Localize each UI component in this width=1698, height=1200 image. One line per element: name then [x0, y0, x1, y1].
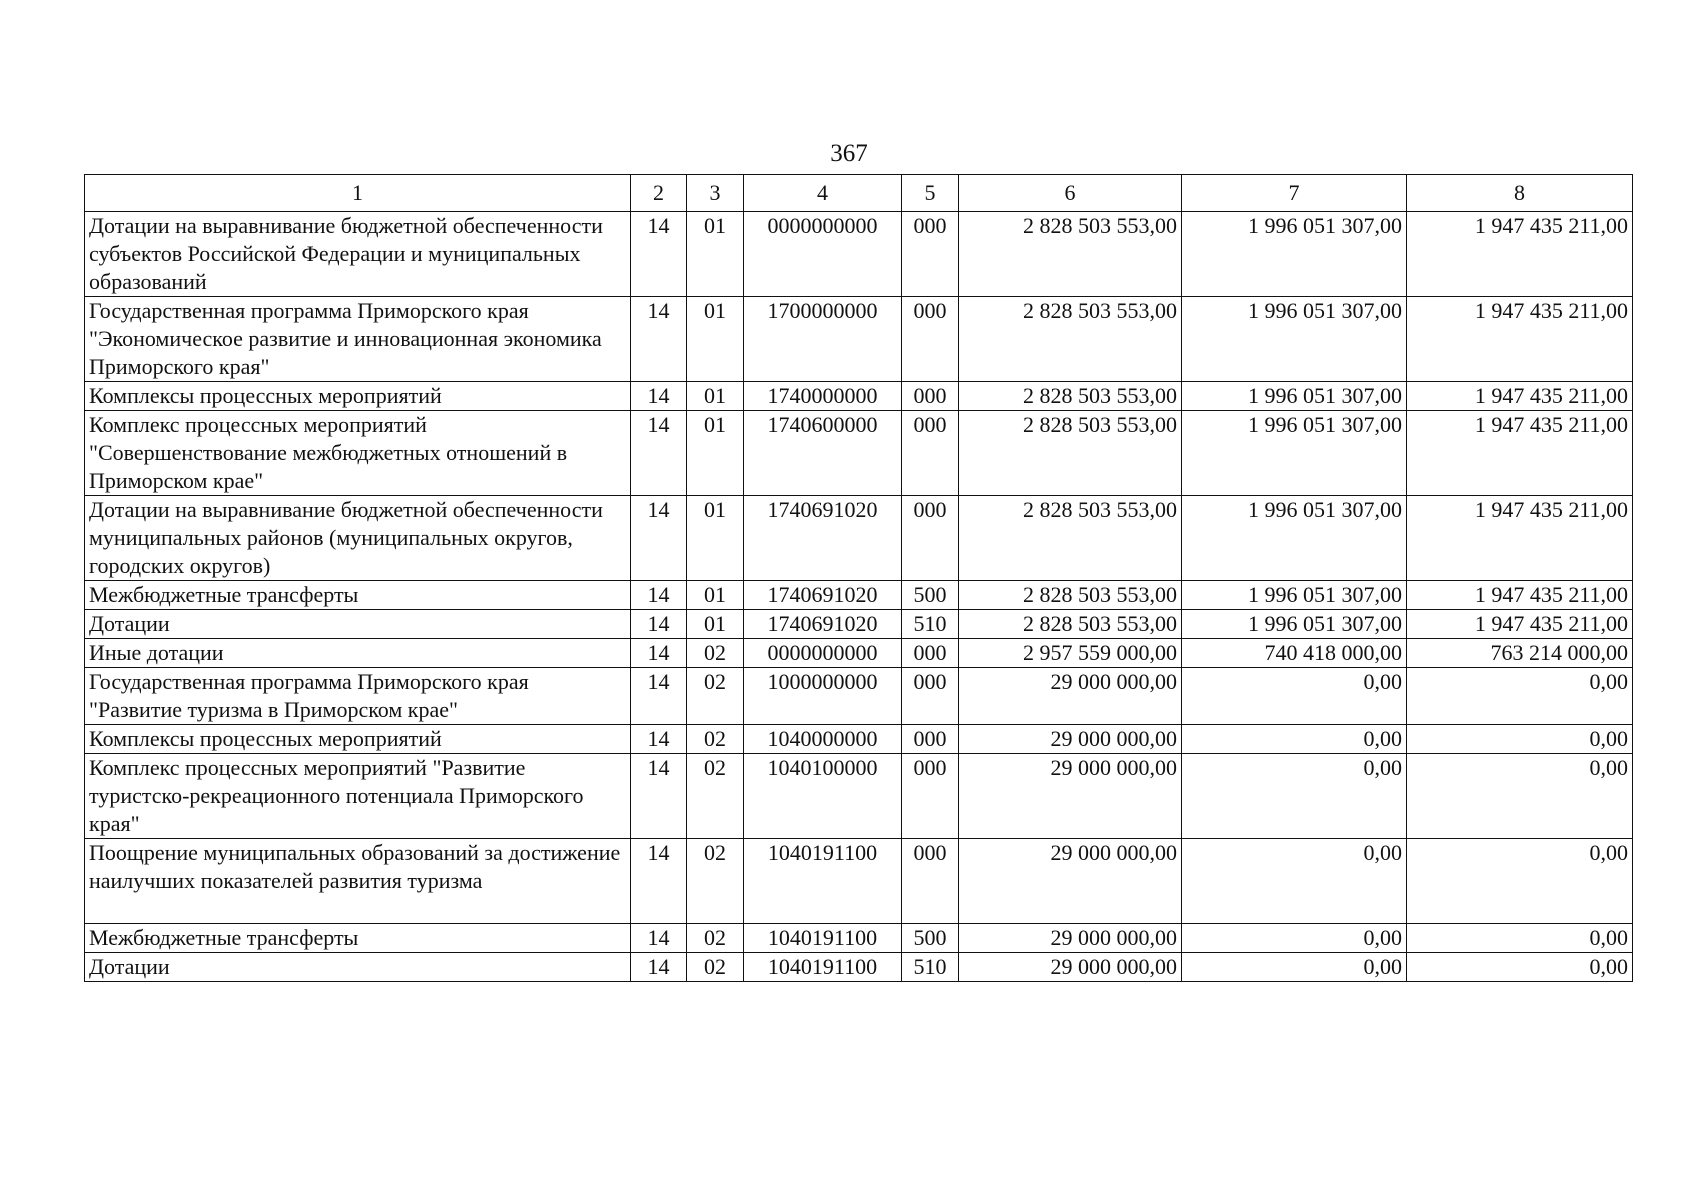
row-name: Межбюджетные трансферты [85, 581, 631, 610]
expense-type-code: 000 [902, 411, 959, 496]
section-code: 14 [631, 382, 687, 411]
table-row [85, 953, 1633, 982]
table-row [85, 754, 1633, 839]
amount-col-7: 1 996 051 307,00 [1182, 610, 1407, 639]
amount-col-8: 0,00 [1407, 953, 1633, 982]
amount-col-8: 1 947 435 211,00 [1407, 297, 1633, 382]
row-name: Дотации на выравнивание бюджетной обеспеченности муниципальных районов (муниципальных округов, городских округов) [85, 496, 631, 581]
subsection-code: 02 [687, 924, 744, 953]
amount-col-8: 0,00 [1407, 839, 1633, 924]
table-row [85, 924, 1633, 953]
amount-col-6: 29 000 000,00 [959, 754, 1182, 839]
amount-col-7: 1 996 051 307,00 [1182, 496, 1407, 581]
column-header: 3 [687, 175, 744, 212]
section-code: 14 [631, 581, 687, 610]
amount-col-7: 0,00 [1182, 924, 1407, 953]
row-name: Комплекс процессных мероприятий "Совершенствование межбюджетных отношений в Приморском крае" [85, 411, 631, 496]
target-article-code: 1040191100 [744, 953, 902, 982]
column-header: 6 [959, 175, 1182, 212]
row-name: Иные дотации [85, 639, 631, 668]
expense-type-code: 000 [902, 639, 959, 668]
amount-col-6: 29 000 000,00 [959, 668, 1182, 725]
expense-type-code: 000 [902, 754, 959, 839]
subsection-code: 02 [687, 953, 744, 982]
column-header: 4 [744, 175, 902, 212]
target-article-code: 1040191100 [744, 924, 902, 953]
amount-col-6: 2 828 503 553,00 [959, 297, 1182, 382]
section-code: 14 [631, 839, 687, 924]
amount-col-8: 0,00 [1407, 725, 1633, 754]
subsection-code: 01 [687, 411, 744, 496]
expense-type-code: 000 [902, 839, 959, 924]
amount-col-7: 1 996 051 307,00 [1182, 411, 1407, 496]
subsection-code: 02 [687, 668, 744, 725]
target-article-code: 1740600000 [744, 411, 902, 496]
column-header: 8 [1407, 175, 1633, 212]
target-article-code: 1740000000 [744, 382, 902, 411]
section-code: 14 [631, 639, 687, 668]
target-article-code: 0000000000 [744, 639, 902, 668]
amount-col-8: 1 947 435 211,00 [1407, 581, 1633, 610]
table-row [85, 839, 1633, 924]
section-code: 14 [631, 668, 687, 725]
amount-col-7: 0,00 [1182, 953, 1407, 982]
column-header: 2 [631, 175, 687, 212]
subsection-code: 02 [687, 725, 744, 754]
section-code: 14 [631, 725, 687, 754]
amount-col-7: 1 996 051 307,00 [1182, 297, 1407, 382]
subsection-code: 02 [687, 639, 744, 668]
amount-col-7: 1 996 051 307,00 [1182, 581, 1407, 610]
table-row [85, 725, 1633, 754]
table-row [85, 297, 1633, 382]
section-code: 14 [631, 924, 687, 953]
column-header: 7 [1182, 175, 1407, 212]
table-row [85, 212, 1633, 297]
row-name: Дотации на выравнивание бюджетной обеспеченности субъектов Российской Федерации и муниципальных образований [85, 212, 631, 297]
row-name: Комплексы процессных мероприятий [85, 725, 631, 754]
subsection-code: 01 [687, 496, 744, 581]
subsection-code: 02 [687, 754, 744, 839]
amount-col-7: 1 996 051 307,00 [1182, 382, 1407, 411]
page-number: 367 [830, 140, 868, 167]
section-code: 14 [631, 953, 687, 982]
row-name: Государственная программа Приморского края "Экономическое развитие и инновационная экономика Приморского края" [85, 297, 631, 382]
section-code: 14 [631, 496, 687, 581]
section-code: 14 [631, 754, 687, 839]
amount-col-7: 0,00 [1182, 754, 1407, 839]
row-name: Поощрение муниципальных образований за достижение наилучших показателей развития туризма [85, 839, 631, 924]
amount-col-6: 2 828 503 553,00 [959, 610, 1182, 639]
row-name: Дотации [85, 953, 631, 982]
amount-col-8: 763 214 000,00 [1407, 639, 1633, 668]
table-row [85, 382, 1633, 411]
amount-col-8: 1 947 435 211,00 [1407, 382, 1633, 411]
section-code: 14 [631, 610, 687, 639]
amount-col-8: 1 947 435 211,00 [1407, 496, 1633, 581]
amount-col-6: 2 828 503 553,00 [959, 581, 1182, 610]
target-article-code: 1740691020 [744, 496, 902, 581]
row-name: Государственная программа Приморского края "Развитие туризма в Приморском крае" [85, 668, 631, 725]
column-header: 1 [85, 175, 631, 212]
section-code: 14 [631, 297, 687, 382]
amount-col-6: 29 000 000,00 [959, 725, 1182, 754]
target-article-code: 1700000000 [744, 297, 902, 382]
amount-col-6: 2 828 503 553,00 [959, 212, 1182, 297]
expense-type-code: 000 [902, 212, 959, 297]
expense-type-code: 510 [902, 953, 959, 982]
amount-col-7: 1 996 051 307,00 [1182, 212, 1407, 297]
amount-col-7: 0,00 [1182, 725, 1407, 754]
amount-col-6: 29 000 000,00 [959, 924, 1182, 953]
amount-col-7: 0,00 [1182, 668, 1407, 725]
amount-col-6: 2 828 503 553,00 [959, 496, 1182, 581]
amount-col-8: 0,00 [1407, 924, 1633, 953]
amount-col-8: 1 947 435 211,00 [1407, 610, 1633, 639]
target-article-code: 1040000000 [744, 725, 902, 754]
subsection-code: 01 [687, 212, 744, 297]
expense-type-code: 000 [902, 297, 959, 382]
table-row [85, 639, 1633, 668]
target-article-code: 1000000000 [744, 668, 902, 725]
amount-col-7: 740 418 000,00 [1182, 639, 1407, 668]
amount-col-8: 0,00 [1407, 668, 1633, 725]
amount-col-6: 2 828 503 553,00 [959, 411, 1182, 496]
target-article-code: 1040100000 [744, 754, 902, 839]
amount-col-8: 1 947 435 211,00 [1407, 411, 1633, 496]
amount-col-8: 1 947 435 211,00 [1407, 212, 1633, 297]
column-header: 5 [902, 175, 959, 212]
table-row [85, 496, 1633, 581]
amount-col-7: 0,00 [1182, 839, 1407, 924]
expense-type-code: 500 [902, 581, 959, 610]
subsection-code: 01 [687, 297, 744, 382]
expense-type-code: 000 [902, 382, 959, 411]
target-article-code: 1040191100 [744, 839, 902, 924]
amount-col-8: 0,00 [1407, 754, 1633, 839]
subsection-code: 01 [687, 581, 744, 610]
expense-type-code: 000 [902, 725, 959, 754]
budget-table [84, 174, 1633, 982]
table-row [85, 610, 1633, 639]
target-article-code: 0000000000 [744, 212, 902, 297]
row-name: Комплексы процессных мероприятий [85, 382, 631, 411]
amount-col-6: 2 957 559 000,00 [959, 639, 1182, 668]
row-name: Дотации [85, 610, 631, 639]
expense-type-code: 510 [902, 610, 959, 639]
table-row [85, 581, 1633, 610]
section-code: 14 [631, 411, 687, 496]
header-row [85, 175, 1633, 212]
amount-col-6: 29 000 000,00 [959, 839, 1182, 924]
row-name: Комплекс процессных мероприятий "Развитие туристско-рекреационного потенциала Приморского края" [85, 754, 631, 839]
row-name: Межбюджетные трансферты [85, 924, 631, 953]
table-row [85, 668, 1633, 725]
subsection-code: 01 [687, 610, 744, 639]
amount-col-6: 29 000 000,00 [959, 953, 1182, 982]
table-row [85, 411, 1633, 496]
expense-type-code: 000 [902, 496, 959, 581]
subsection-code: 01 [687, 382, 744, 411]
target-article-code: 1740691020 [744, 581, 902, 610]
expense-type-code: 500 [902, 924, 959, 953]
target-article-code: 1740691020 [744, 610, 902, 639]
amount-col-6: 2 828 503 553,00 [959, 382, 1182, 411]
subsection-code: 02 [687, 839, 744, 924]
section-code: 14 [631, 212, 687, 297]
expense-type-code: 000 [902, 668, 959, 725]
